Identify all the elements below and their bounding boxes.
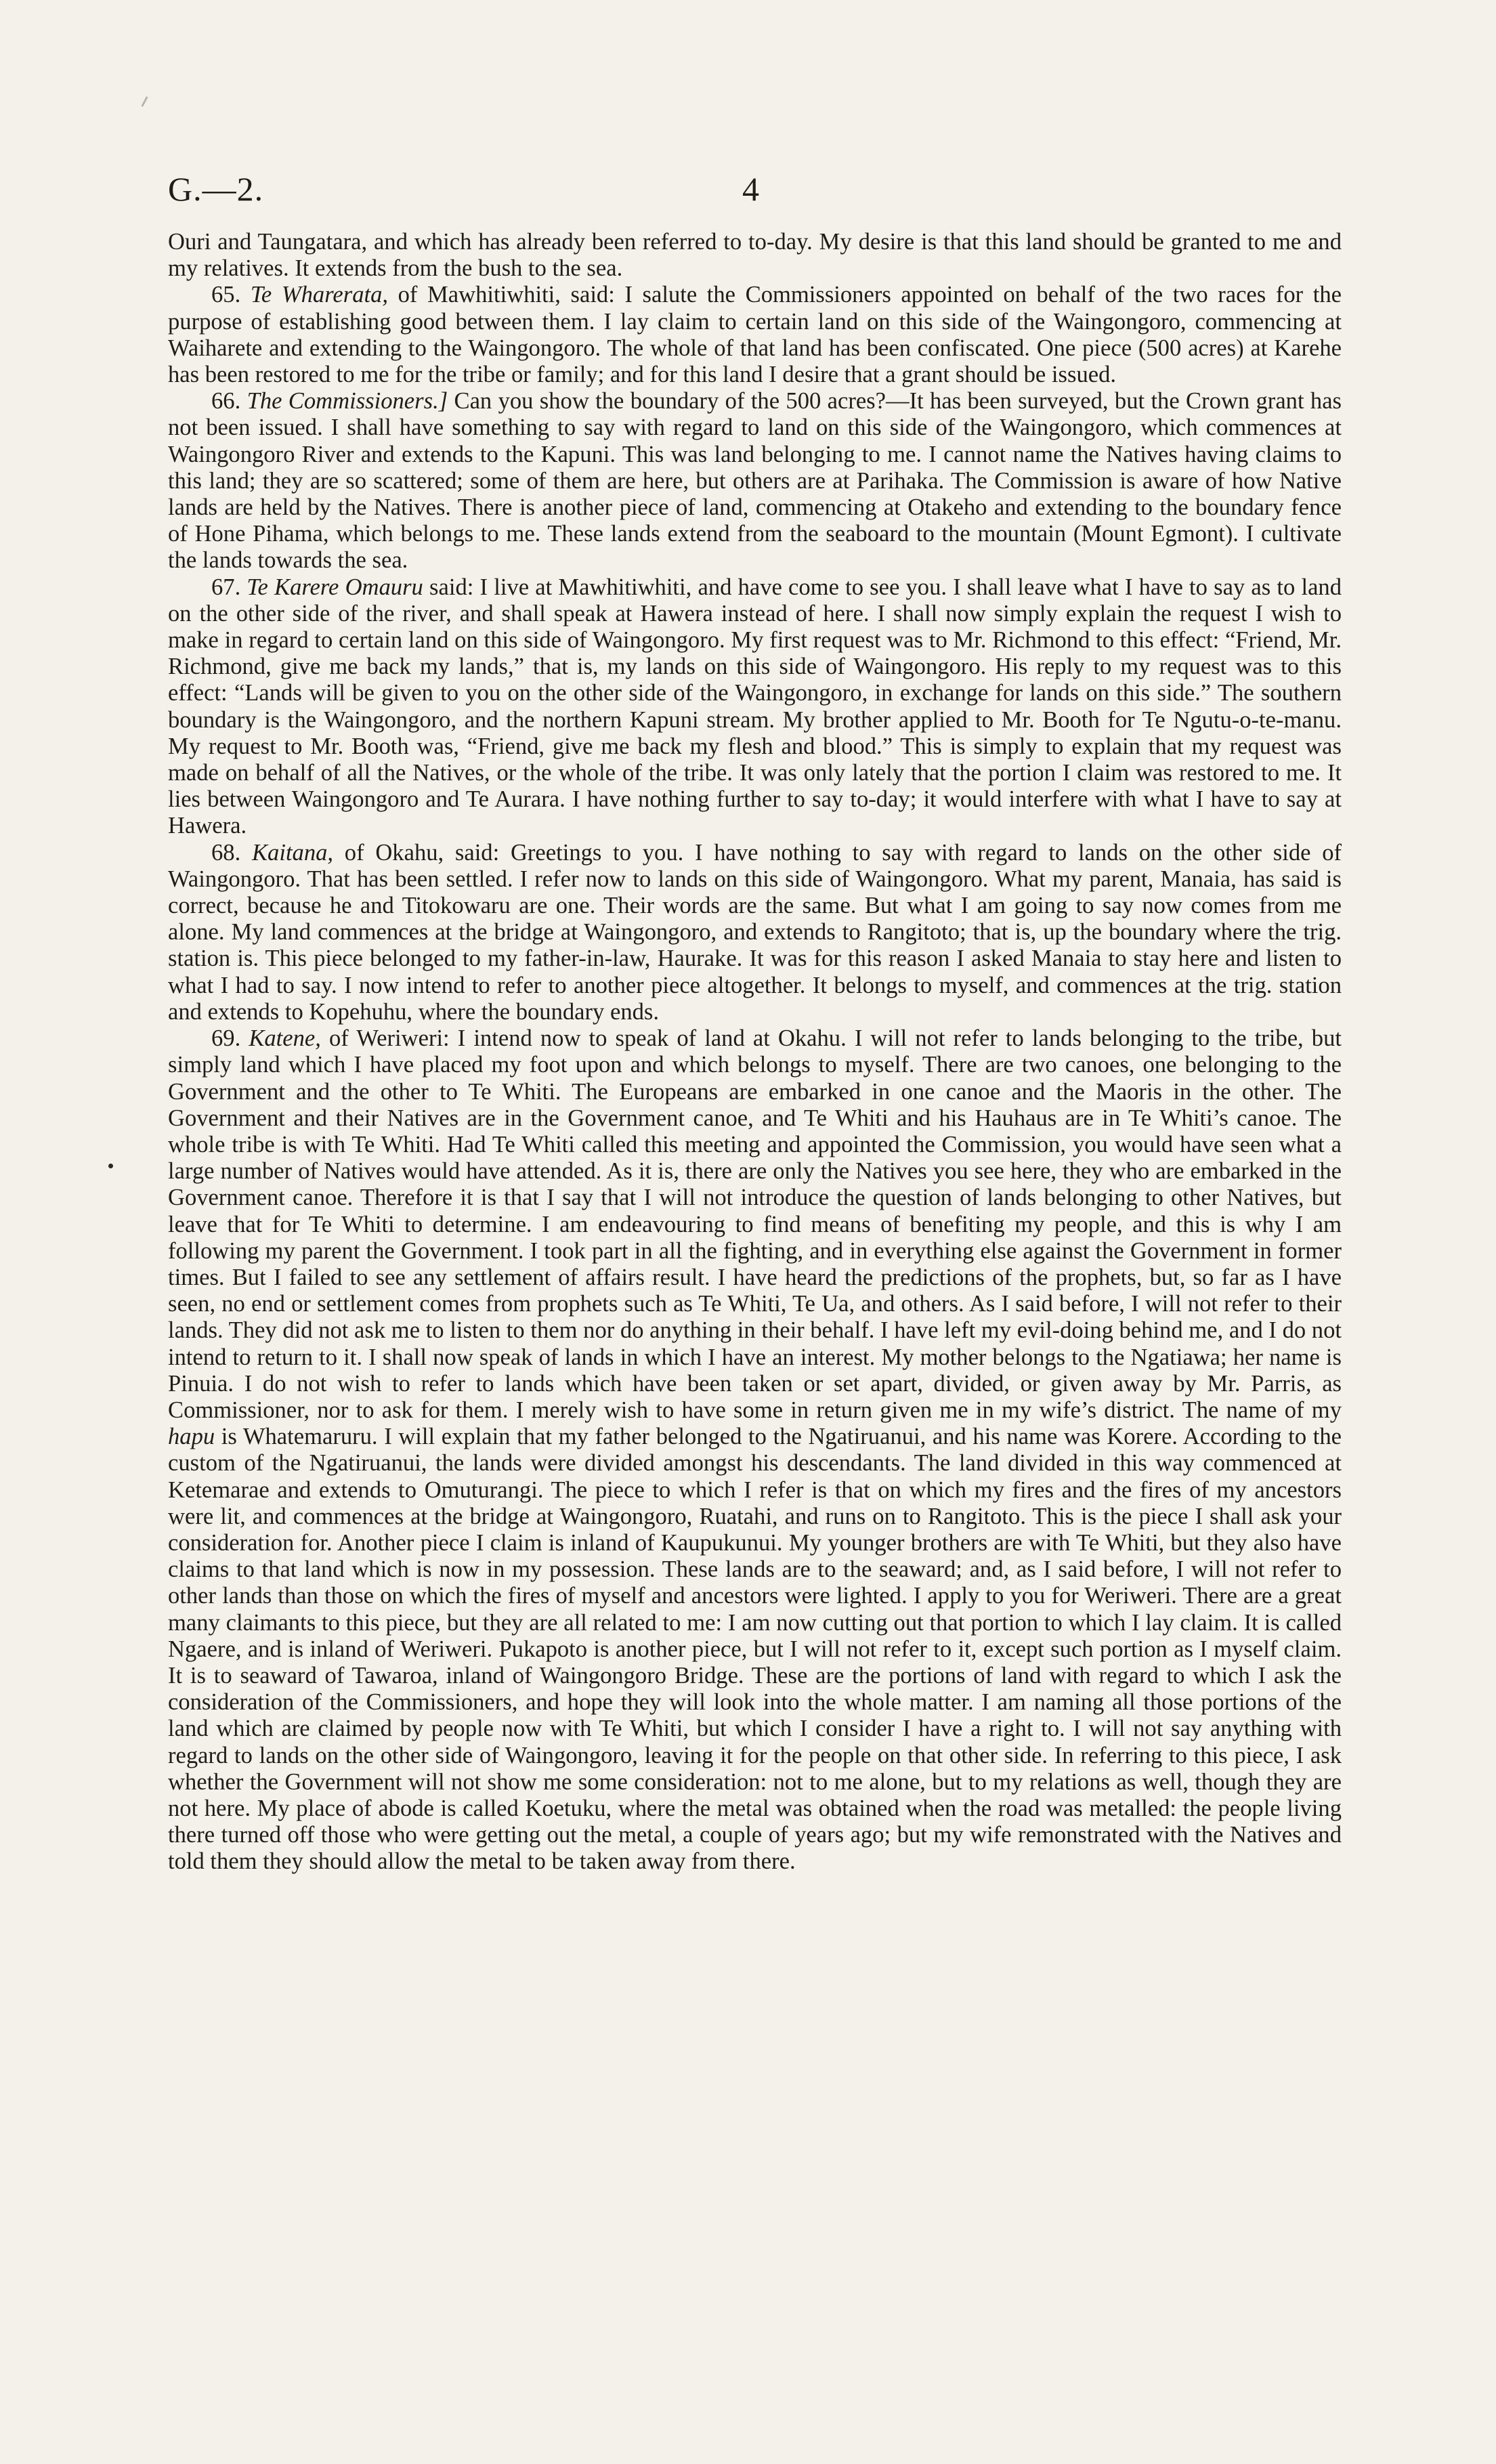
page-header <box>168 169 1328 210</box>
paragraph-number: 69. <box>211 1025 241 1052</box>
speaker-name: The Commissioners.] <box>247 388 448 415</box>
paragraph-69 <box>168 1025 1342 1875</box>
paragraph-text: said: I live at Mawhitiwhiti, and have come to see you. I shall leave what I have to say as to land on the other side of the river, and shall speak at Hawera instead of here. I shall now simply explain the request I wish to make in regard to certain land on this side of Waingongoro. My first request was to Mr. Richmond to this effect: “Friend, Mr. Richmond, give me back my lands,” that is, my lands on this side of Waingongoro. His reply to my request was to this effect: “Lands will be given to you on the other side of the Waingongoro, in exchange for lands on this side.” The southern boundary is the Waingongoro, and the northern Kapuni stream. My brother applied to Mr. Booth for Te Ngutu-o-te-manu. My request to Mr. Booth was, “Friend, give me back my flesh and blood.” This is simply to explain that my request was made on behalf of all the Natives, or the whole of the tribe. It was only lately that the portion I claim was restored to me. It lies between Waingongoro and Te Aurara. I have nothing further to say to-day; it would interfere with what I have to say at Hawera. <box>168 574 1342 839</box>
paragraph-text: of Weriweri: I intend now to speak of land at Okahu. I will not refer to lands belonging to the tribe, but simply land which I have placed my foot upon and which belongs to myself. There are two canoes, one belonging to the Government and the other to Te Whiti. The Europeans are embarked in one canoe and the Maoris in the other. The Government and their Natives are in the Government canoe, and Te Whiti and his Hauhaus are in Te Whiti’s canoe. The whole tribe is with Te Whiti. Had Te Whiti called this meeting and appointed the Commission, you would have seen what a large number of Natives would have attended. As it is, there are only the Natives you see here, they who are embarked in the Government canoe. Therefore it is that I say that I will not introduce the question of lands belonging to other Natives, but leave that for Te Whiti to determine. I am endeavouring to find means of benefiting my people, and this is why I am following my parent the Government. I took part in all the fighting, and in everything else against the Government in former times. But I failed to see any settlement of affairs result. I have heard the predictions of the prophets, but, so far as I have seen, no end or settlement comes from prophets such as Te Whiti, Te Ua, and others. As I said before, I will not refer to their lands. They did not ask me to listen to them nor do anything in their behalf. I have left my evil-doing behind me, and I do not intend to return to it. I shall now speak of lands in which I have an interest. My mother belongs to the Ngatiawa; her name is Pinuia. I do not wish to refer to lands which have been taken or set apart, divided, or given away by Mr. Parris, as Commissioner, nor to ask for them. I merely wish to have some in return given me in my wife’s district. The name of my <box>168 1025 1342 1423</box>
paragraph-number: 67. <box>211 574 241 600</box>
paragraph-text: of Okahu, said: Greetings to you. I have nothing to say with regard to lands on the other side of Waingongoro. That has been settled. I refer now to lands on this side of Waingongoro. What my parent, Manaia, has said is correct, because he and Titokowaru are one. Their words are the same. But what I am going to say now comes from me alone. My land commences at the bridge at Waingongoro, and extends to Rangitoto; that is, up the boundary where the trig. station is. This piece belonged to my father-in-law, Haurake. It was for this reason I asked Manaia to stay here and listen to what I had to say. I now intend to refer to another piece altogether. It belongs to myself, and commences at the trig. station and extends to Kopehuhu, where the boundary ends. <box>168 839 1342 1025</box>
speaker-name: Kaitana, <box>251 839 334 866</box>
speaker-name: Katene, <box>249 1025 321 1052</box>
paragraph-number: 65. <box>211 282 241 308</box>
paragraph-67 <box>168 574 1342 840</box>
paragraph-66 <box>168 388 1342 574</box>
paragraph-number: 68. <box>211 839 241 866</box>
paragraph-68 <box>168 840 1342 1025</box>
hapu-term: hapu <box>168 1424 215 1450</box>
paragraph-text: of Mawhitiwhiti, said: I salute the Commissioners appointed on behalf of the two races for the purpose of establishing good between them. I lay claim to certain land on this side of the Waingongoro, commencing at Waiharete and extending to the Waingongoro. The whole of that land has been confiscated. One piece (500 acres) at Karehe has been restored to me for the tribe or family; and for this land I desire that a grant should be issued. <box>168 282 1342 388</box>
page-number: 4 <box>742 170 759 208</box>
paragraph-65 <box>168 282 1342 388</box>
paragraph-text: Can you show the boundary of the 500 acres?—It has been surveyed, but the Crown grant has not been issued. I shall have something to say with regard to land on this side of the Waingongoro, which commences at Waingongoro River and extends to the Kapuni. This was land belonging to me. I cannot name the Natives having claims to this land; they are so scattered; some of them are here, but others are at Parihaka. The Commission is aware of how Native lands are held by the Natives. There is another piece of land, commencing at Otakeho and extending to the boundary fence of Hone Pihama, which belongs to me. These lands extend from the seaboard to the mountain (Mount Egmont). I cultivate the lands towards the sea. <box>168 388 1342 574</box>
paragraph-number: 66. <box>211 388 241 415</box>
document-body <box>168 229 1342 1875</box>
speaker-name: Te Wharerata, <box>250 282 389 308</box>
paragraph-text: is Whatemaruru. I will explain that my father belonged to the Ngatiruanui, and his name was Korere. According to the custom of the Ngatiruanui, the lands were divided amongst his descendants. The land divided in this way commenced at Ketemarae and extends to Omuturangi. The piece to which I refer is that on which my fires and the fires of my ancestors were lit, and commences at the bridge at Waingongoro, Ruatahi, and runs on to Rangitoto. This is the piece I shall ask your consideration for. Another piece I claim is inland of Kaupukunui. My younger brothers are with Te Whiti, but they also have claims to that land which is now in my possession. These lands are to the seaward; and, as I said before, I will not refer to other lands than those on which the fires of myself and ancestors were lighted. I apply to you for Weriweri. There are a great many claimants to this piece, but they are all related to me: I am now cutting out that portion to which I lay claim. It is called Ngaere, and is inland of Weriweri. Pukapoto is another piece, but I will not refer to it, except such portion as I myself claim. It is to seaward of Tawaroa, inland of Waingongoro Bridge. These are the portions of land with regard to which I ask the consideration of the Commissioners, and hope they will look into the whole matter. I am naming all those portions of the land which are claimed by people now with Te Whiti, but which I consider I have a right to. I will not say anything with regard to lands on the other side of Waingongoro, leaving it for the people on that other side. In referring to this piece, I ask whether the Government will not show me some consideration: not to me alone, but to my relations as well, though they are not here. My place of abode is called Koetuku, where the metal was obtained when the road was metalled: the people living there turned off those who were getting out the metal, a couple of years ago; but my wife remonstrated with the Natives and told them they should allow the metal to be taken away from there. <box>168 1424 1342 1875</box>
paper-mark <box>141 96 148 107</box>
paragraph-text: Ouri and Taungatara, and which has already been referred to to-day. My desire is that this land should be granted to me and my relatives. It extends from the bush to the sea. <box>168 229 1342 282</box>
document-reference: G.—2. <box>168 170 264 208</box>
paragraph-64-continued <box>168 229 1342 282</box>
speaker-name: Te Karere Omauru <box>247 574 423 600</box>
margin-dot <box>108 1164 113 1168</box>
